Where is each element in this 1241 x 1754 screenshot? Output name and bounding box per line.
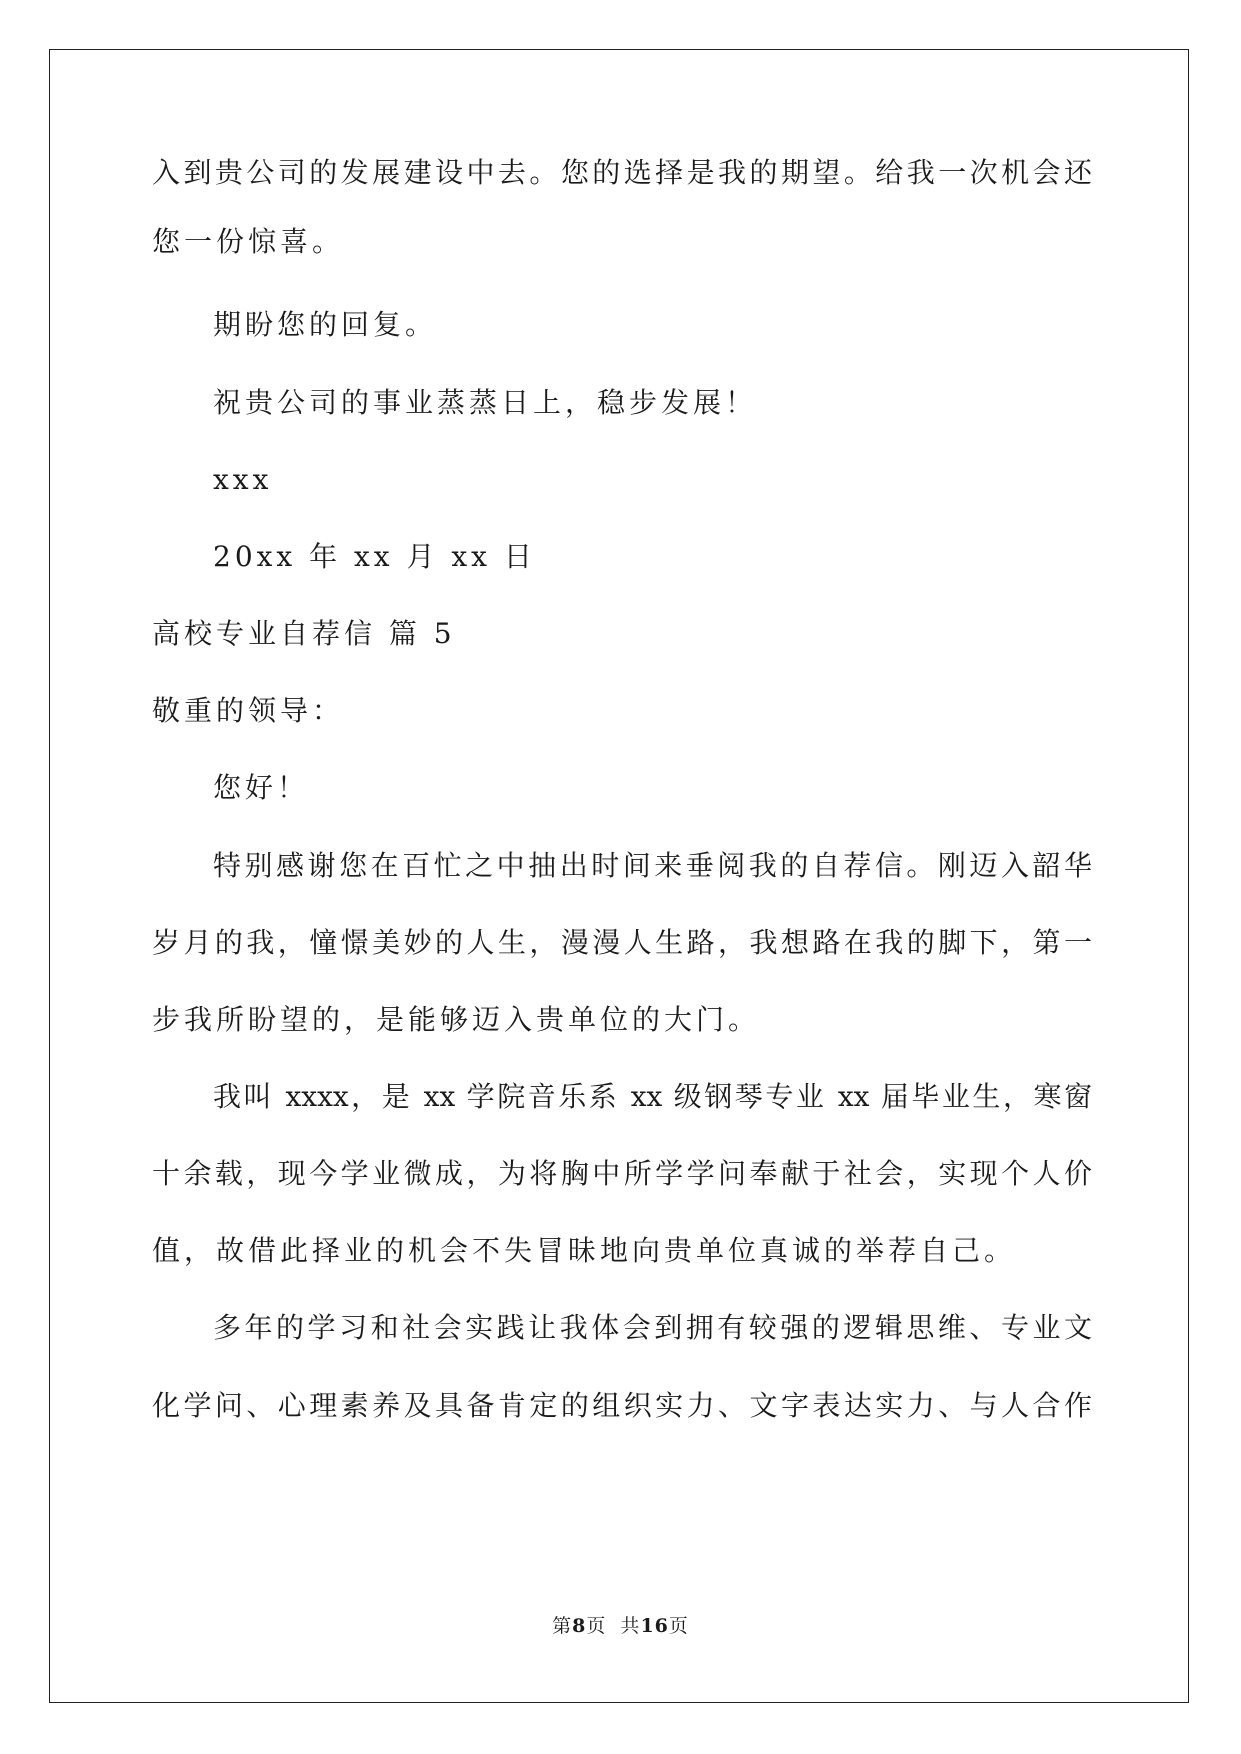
paragraph-line: 值，故借此择业的机会不失冒昧地向贵单位真诚的举荐自己。 bbox=[152, 1234, 1017, 1267]
paragraph-line: 特别感谢您在百忙之中抽出时间来垂阅我的自荐信。刚迈入韶华 bbox=[213, 849, 1092, 882]
signature-name: xxx bbox=[213, 463, 273, 496]
salutation: 敬重的领导： bbox=[152, 694, 345, 727]
paragraph-line: 步我所盼望的，是能够迈入贵单位的大门。 bbox=[152, 1003, 761, 1036]
paragraph-line: 我叫 xxxx，是 xx 学院音乐系 xx 级钢琴专业 xx 届毕业生，寒窗 bbox=[213, 1080, 1092, 1113]
paragraph-line: 十余载，现今学业微成，为将胸中所学学问奉献于社会，实现个人价 bbox=[152, 1157, 1092, 1190]
paragraph-line: 您一份惊喜。 bbox=[152, 225, 345, 258]
page-mid: 页 共 bbox=[586, 1615, 641, 1637]
page-suffix: 页 bbox=[668, 1615, 689, 1637]
paragraph-line: 化学问、心理素养及具备肯定的组织实力、文字表达实力、与人合作 bbox=[152, 1389, 1092, 1422]
greeting: 您好！ bbox=[213, 771, 310, 804]
page-prefix: 第 bbox=[552, 1615, 573, 1637]
signature-date: 20xx 年 xx 月 xx 日 bbox=[213, 540, 536, 573]
page-number bbox=[0, 1614, 1241, 1638]
paragraph-line: 入到贵公司的发展建设中去。您的选择是我的期望。给我一次机会还 bbox=[152, 156, 1092, 189]
page-total: 16 bbox=[640, 1615, 669, 1637]
paragraph-line: 岁月的我，憧憬美妙的人生，漫漫人生路，我想路在我的脚下，第一 bbox=[152, 926, 1092, 959]
paragraph-line: 多年的学习和社会实践让我体会到拥有较强的逻辑思维、专业文 bbox=[213, 1311, 1092, 1344]
paragraph-line: 祝贵公司的事业蒸蒸日上，稳步发展！ bbox=[213, 386, 758, 419]
paragraph-line: 期盼您的回复。 bbox=[213, 308, 438, 341]
page-current: 8 bbox=[572, 1615, 587, 1637]
section-heading: 高校专业自荐信 篇 5 bbox=[152, 617, 456, 650]
